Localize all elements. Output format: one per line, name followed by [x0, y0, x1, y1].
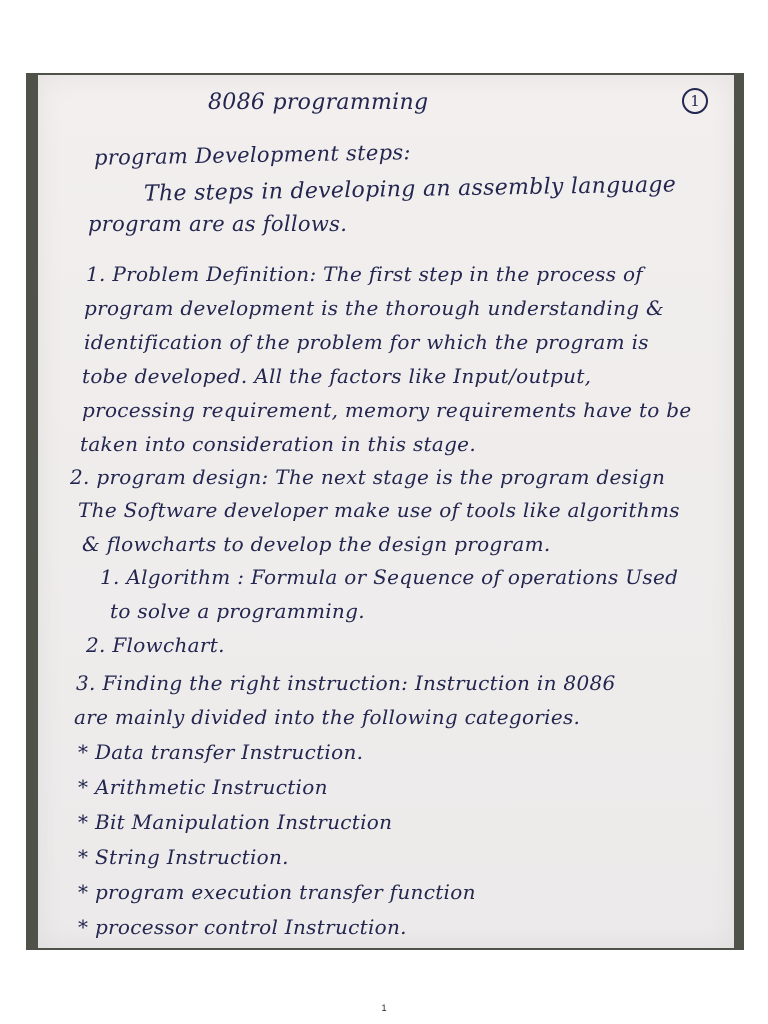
text-line: 2. program design: The next stage is the program design	[70, 465, 666, 489]
handwritten-page	[38, 75, 734, 948]
text-line: are mainly divided into the following categories.	[74, 705, 581, 729]
text-line: to solve a programming.	[110, 599, 365, 623]
text-line: program development is the thorough understanding &	[84, 296, 665, 320]
list-item: * program execution transfer function	[78, 880, 476, 904]
list-item: * Arithmetic Instruction	[78, 775, 328, 799]
text-line: 3. Finding the right instruction: Instruction in 8086	[76, 671, 616, 695]
list-item: * Bit Manipulation Instruction	[78, 810, 393, 834]
list-item: * Data transfer Instruction.	[78, 740, 364, 764]
section-heading: program Development steps:	[93, 140, 411, 170]
text-line: 1. Algorithm : Formula or Sequence of operations Used	[100, 565, 679, 589]
document-photo	[26, 73, 744, 950]
footer-page-number: 1	[381, 1003, 387, 1013]
text-line: processing requirement, memory requirements have to be	[82, 398, 692, 422]
text-line: 1. Problem Definition: The first step in the process of	[86, 262, 643, 286]
text-line: & flowcharts to develop the design program.	[82, 532, 551, 556]
circled-page-number: 1	[682, 88, 708, 114]
text-line: program are as follows.	[88, 212, 348, 236]
list-item: * processor control Instruction.	[78, 915, 407, 939]
text-line: The steps in developing an assembly language	[143, 172, 677, 207]
page-title: 8086 programming	[208, 90, 429, 115]
list-item: * String Instruction.	[78, 845, 289, 869]
text-line: taken into consideration in this stage.	[80, 432, 476, 456]
text-line: 2. Flowchart.	[86, 633, 225, 657]
text-line: The Software developer make use of tools like algorithms	[78, 498, 680, 522]
text-line: tobe developed. All the factors like Input/output,	[82, 364, 592, 388]
text-line: identification of the problem for which the program is	[84, 330, 649, 354]
